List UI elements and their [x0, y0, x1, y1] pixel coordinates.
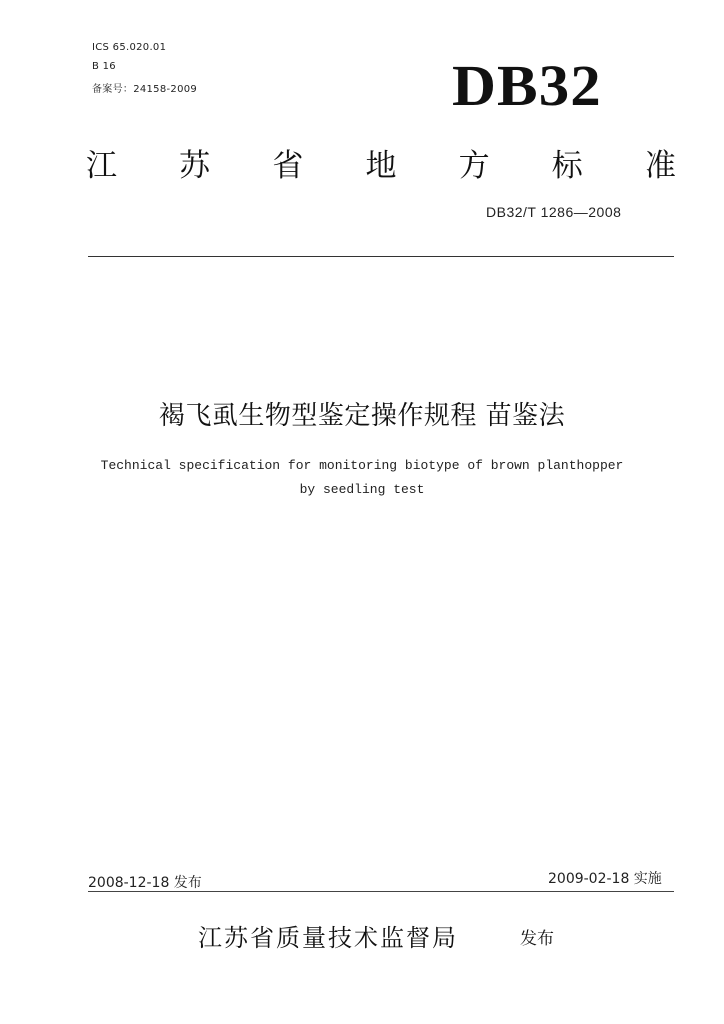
- standard-type-char: 江: [86, 148, 117, 184]
- standard-type-char: 标: [551, 148, 583, 184]
- standard-type-char: 地: [365, 148, 397, 184]
- bottom-divider: [88, 891, 674, 892]
- top-divider: [88, 256, 674, 257]
- chinese-title: 褐飞虱生物型鉴定操作规程 苗鉴法: [158, 401, 566, 431]
- standard-type-char: 准: [644, 148, 676, 184]
- standard-type-char: 苏: [179, 148, 211, 184]
- issue-date: 2008-12-18 发布: [88, 875, 202, 891]
- standard-type-char: 方: [458, 148, 490, 184]
- english-title-line-1: Technical specification for monitoring biotype of brown planthopper: [100, 458, 624, 473]
- publisher-name: 江苏省质量技术监督局: [198, 924, 458, 952]
- standard-type-char: 省: [272, 148, 304, 184]
- ics-code: ICS 65.020.01: [92, 42, 167, 53]
- ccs-code: B 16: [92, 61, 116, 72]
- publisher-suffix: 发布: [520, 929, 554, 949]
- standard-code: DB32/T 1286—2008: [486, 204, 622, 220]
- filing-number: 备案号：24158-2009: [92, 84, 198, 95]
- implementation-date: 2009-02-18 实施: [548, 871, 662, 887]
- english-title-line-2: by seedling test: [299, 482, 425, 497]
- standard-type-title: [86, 140, 676, 185]
- db32-logo: DB32: [452, 53, 602, 118]
